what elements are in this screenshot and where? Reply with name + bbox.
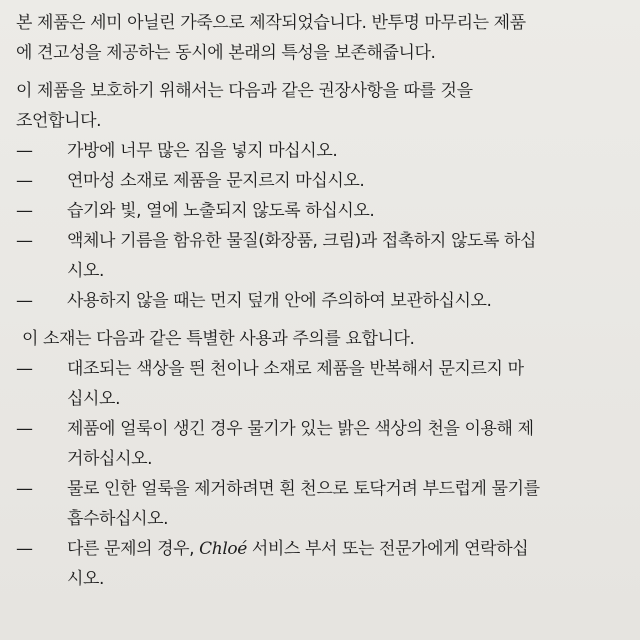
- list-item-text-line-2: 시오.: [67, 569, 105, 589]
- list-item: [16, 534, 626, 594]
- list-item: [16, 196, 626, 226]
- list-item-text-line-1: 액체나 기름을 함유한 물질(화장품, 크림)과 접촉하지 않도록 하십: [67, 231, 537, 251]
- care-intro-paragraph: [22, 324, 626, 354]
- list-item: [16, 354, 626, 414]
- list-item-text: 습기와 빛, 열에 노출되지 않도록 하십시오.: [67, 201, 375, 221]
- dash-bullet: —: [16, 419, 33, 439]
- list-item: [16, 166, 626, 196]
- advice-intro-paragraph: [16, 76, 626, 136]
- list-item-text-line-2: 시오.: [67, 261, 105, 281]
- list-item: [16, 136, 626, 166]
- dash-bullet: —: [16, 539, 33, 559]
- list-item: [16, 286, 626, 316]
- care-intro-text: 이 소재는 다음과 같은 특별한 사용과 주의를 요합니다.: [22, 329, 415, 349]
- list-item: [16, 474, 626, 534]
- dash-bullet: —: [16, 201, 33, 221]
- list-item-text-line-1: 물로 인한 얼룩을 제거하려면 흰 천으로 토닥거려 부드럽게 물기를: [67, 479, 540, 499]
- list-item-text-post: 서비스 부서 또는 전문가에게 연락하십: [246, 539, 529, 559]
- list-item-text: 사용하지 않을 때는 먼지 덮개 안에 주의하여 보관하십시오.: [67, 291, 492, 311]
- dash-bullet: —: [16, 231, 33, 251]
- care-list: [16, 354, 626, 594]
- dash-bullet: —: [16, 479, 33, 499]
- dash-bullet: —: [16, 359, 33, 379]
- intro-line-1: 본 제품은 세미 아닐린 가죽으로 제작되었습니다. 반투명 마무리는 제품: [16, 13, 526, 33]
- list-item-text: 가방에 너무 많은 짐을 넣지 마십시오.: [67, 141, 338, 161]
- advice-list: [16, 136, 626, 316]
- list-item-text-line-2: 흡수하십시오.: [67, 509, 169, 529]
- intro-paragraph: [16, 8, 626, 68]
- list-item: [16, 414, 626, 474]
- dash-bullet: —: [16, 141, 33, 161]
- advice-intro-line-1: 이 제품을 보호하기 위해서는 다음과 같은 권장사항을 따를 것을: [16, 81, 473, 101]
- brand-name: Chloé: [199, 539, 247, 559]
- list-item-text: 연마성 소재로 제품을 문지르지 마십시오.: [67, 171, 365, 191]
- list-item-text-line-1: 대조되는 색상을 띈 천이나 소재로 제품을 반복해서 문지르지 마: [67, 359, 524, 379]
- dash-bullet: —: [16, 291, 33, 311]
- intro-line-2: 에 견고성을 제공하는 동시에 본래의 특성을 보존해줍니다.: [16, 43, 436, 63]
- list-item: [16, 226, 626, 286]
- list-item-text-line-2: 거하십시오.: [67, 449, 153, 469]
- dash-bullet: —: [16, 171, 33, 191]
- list-item-text-line-2: 십시오.: [67, 389, 121, 409]
- advice-intro-line-2: 조언합니다.: [16, 111, 102, 131]
- list-item-text-line-1: 제품에 얼룩이 생긴 경우 물기가 있는 밝은 색상의 천을 이용해 제: [67, 419, 534, 439]
- list-item-text-pre: 다른 문제의 경우,: [67, 539, 200, 559]
